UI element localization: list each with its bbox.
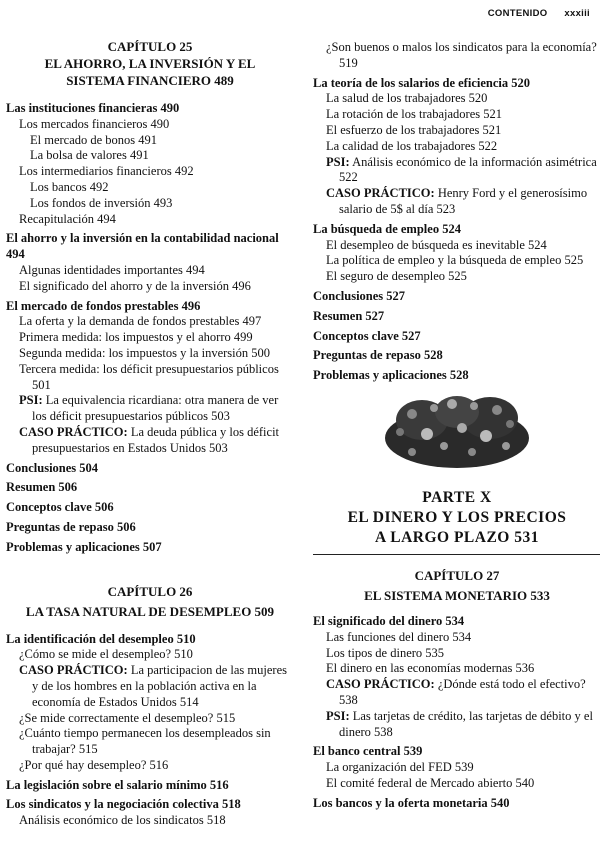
case-study-text: Henry Ford y el generosísimo salario de 5$ al día 523 xyxy=(339,186,588,216)
toc-subsection[interactable]: Tercera medida: los déficit presupuestarios públicos 501 xyxy=(19,361,279,392)
chapter-25-title-line2: SISTEMA FINANCIERO 489 xyxy=(66,73,234,88)
psi-label: PSI: xyxy=(19,393,43,408)
toc-subsection[interactable]: El comité federal de Mercado abierto 540 xyxy=(326,775,535,790)
toc-psi-box[interactable] xyxy=(313,709,600,741)
part-title-line2: A LARGO PLAZO 531 xyxy=(375,528,539,546)
chapter-25-title-line1: EL AHORRO, LA INVERSIÓN Y EL xyxy=(44,56,256,71)
running-header xyxy=(474,8,590,19)
chapter-26-title: LA TASA NATURAL DE DESEMPLEO 509 xyxy=(25,603,275,619)
case-study-label: CASO PRÁCTICO: xyxy=(19,663,128,678)
toc-section[interactable]: La identificación del desempleo 510 xyxy=(6,631,196,646)
header-section: CONTENIDO xyxy=(487,8,548,19)
part-title-line1: EL DINERO Y LOS PRECIOS xyxy=(347,508,567,526)
toc-section[interactable]: Conclusiones 504 xyxy=(6,460,99,475)
toc-subsection[interactable]: La rotación de los trabajadores 521 xyxy=(326,107,502,122)
toc-subsection[interactable]: ¿Por qué hay desempleo? 516 xyxy=(19,757,169,772)
psi-label: PSI: xyxy=(326,708,350,723)
chapter-27-title: EL SISTEMA MONETARIO 533 xyxy=(364,587,550,603)
toc-psi-box[interactable] xyxy=(6,393,294,425)
toc-section[interactable]: Problemas y aplicaciones 507 xyxy=(6,539,162,554)
toc-section[interactable]: La búsqueda de empleo 524 xyxy=(313,221,461,236)
toc-subsection[interactable]: La salud de los trabajadores 520 xyxy=(326,91,488,106)
toc-subsection[interactable]: El dinero en las economías modernas 536 xyxy=(326,661,535,676)
case-study-text: La deuda pública y los déficit presupuestarios en Estados Unidos 503 xyxy=(32,424,280,455)
right-column xyxy=(313,40,600,812)
toc-section[interactable]: El significado del dinero 534 xyxy=(313,613,465,628)
toc-subsection[interactable]: Los tipos de dinero 535 xyxy=(326,645,445,660)
toc-section[interactable]: Conceptos clave 506 xyxy=(6,500,114,515)
case-study-text: La participacion de las mujeres y de los hombres en la población activa en la economía de Estados Unidos 514 xyxy=(32,663,287,709)
toc-subsection[interactable]: El desempleo de búsqueda es inevitable 524 xyxy=(326,237,547,252)
toc-section[interactable]: Problemas y aplicaciones 528 xyxy=(313,368,469,383)
case-study-label: CASO PRÁCTICO: xyxy=(326,186,435,201)
toc-subsection[interactable]: ¿Cuánto tiempo permanecen los desempleados sin trabajar? 515 xyxy=(19,726,271,757)
toc-subsection[interactable]: La oferta y la demanda de fondos prestables 497 xyxy=(19,314,262,329)
toc-section[interactable]: Los sindicatos y la negociación colectiva 518 xyxy=(6,797,241,812)
toc-section[interactable]: La teoría de los salarios de eficiencia 520 xyxy=(313,75,530,90)
toc-subsubsection[interactable]: La bolsa de valores 491 xyxy=(30,148,149,163)
toc-section[interactable]: El banco central 539 xyxy=(313,744,423,759)
left-column xyxy=(6,38,294,829)
toc-subsection[interactable]: ¿Cómo se mide el desempleo? 510 xyxy=(19,647,193,662)
psi-label: PSI: xyxy=(326,154,350,169)
toc-case-study[interactable] xyxy=(6,663,294,710)
toc-subsection[interactable]: El significado del ahorro y de la inversión 496 xyxy=(19,278,251,293)
toc-case-study[interactable] xyxy=(6,425,294,457)
toc-subsection[interactable]: Primera medida: los impuestos y el ahorro 499 xyxy=(19,330,253,345)
toc-section[interactable]: Las instituciones financieras 490 xyxy=(6,101,180,115)
toc-subsection[interactable]: Los mercados financieros 490 xyxy=(19,116,170,131)
header-page-number: xxxiii xyxy=(564,8,590,19)
toc-section[interactable]: Resumen 527 xyxy=(313,308,385,323)
toc-case-study[interactable] xyxy=(313,677,600,709)
case-study-label: CASO PRÁCTICO: xyxy=(19,424,128,439)
toc-section[interactable]: Resumen 506 xyxy=(6,480,78,495)
toc-section[interactable]: Conclusiones 527 xyxy=(313,288,406,303)
toc-section[interactable]: Preguntas de repaso 528 xyxy=(313,348,443,363)
toc-subsection[interactable]: Análisis económico de los sindicatos 518 xyxy=(19,813,226,828)
part-x-illustration xyxy=(382,394,532,472)
toc-subsubsection[interactable]: Los bancos 492 xyxy=(30,179,109,194)
toc-section[interactable]: Conceptos clave 527 xyxy=(313,328,421,343)
chapter-26-label: CAPÍTULO 26 xyxy=(107,583,193,599)
toc-subsection[interactable]: ¿Son buenos o malos los sindicatos para la economía? 519 xyxy=(326,40,597,70)
toc-subsection[interactable]: Las funciones del dinero 534 xyxy=(326,629,472,644)
toc-subsection[interactable]: Algunas identidades importantes 494 xyxy=(19,262,205,277)
toc-psi-box[interactable] xyxy=(313,155,600,187)
toc-subsection[interactable]: Recapitulación 494 xyxy=(19,211,116,226)
toc-subsection[interactable]: La política de empleo y la búsqueda de empleo 525 xyxy=(326,253,584,268)
toc-case-study[interactable] xyxy=(313,186,600,218)
case-study-label: CASO PRÁCTICO: xyxy=(326,677,435,692)
toc-section[interactable]: La legislación sobre el salario mínimo 516 xyxy=(6,777,229,792)
toc-subsection[interactable]: La organización del FED 539 xyxy=(326,760,474,775)
case-study-text: ¿Dónde está todo el efectivo? 538 xyxy=(339,677,586,707)
part-label: PARTE X xyxy=(422,488,492,506)
chapter-25-label: CAPÍTULO 25 xyxy=(107,39,193,54)
toc-section[interactable]: Los bancos y la oferta monetaria 540 xyxy=(313,795,510,810)
toc-subsubsection[interactable]: Los fondos de inversión 493 xyxy=(30,195,173,210)
toc-subsection[interactable]: Los intermediarios financieros 492 xyxy=(19,164,194,179)
psi-text: Las tarjetas de crédito, las tarjetas de débito y el dinero 538 xyxy=(339,708,593,739)
toc-subsection[interactable]: ¿Se mide correctamente el desempleo? 515 xyxy=(19,710,236,725)
psi-text: La equivalencia ricardiana: otra manera de ver los déficit presupuestarios públicos 503 xyxy=(32,393,279,424)
toc-subsection[interactable]: El esfuerzo de los trabajadores 521 xyxy=(326,122,502,137)
psi-text: Análisis económico de la información asimétrica 522 xyxy=(339,154,597,185)
toc-subsubsection[interactable]: El mercado de bonos 491 xyxy=(30,132,158,147)
toc-subsection[interactable]: Segunda medida: los impuestos y la inversión 500 xyxy=(19,345,271,360)
chapter-27-label: CAPÍTULO 27 xyxy=(414,567,500,583)
toc-subsection[interactable]: La calidad de los trabajadores 522 xyxy=(326,138,498,153)
toc-section[interactable]: El ahorro y la inversión en la contabilidad nacional 494 xyxy=(6,231,279,262)
toc-section[interactable]: Preguntas de repaso 506 xyxy=(6,519,136,534)
toc-section[interactable]: El mercado de fondos prestables 496 xyxy=(6,298,201,313)
toc-subsection[interactable]: El seguro de desempleo 525 xyxy=(326,269,467,284)
